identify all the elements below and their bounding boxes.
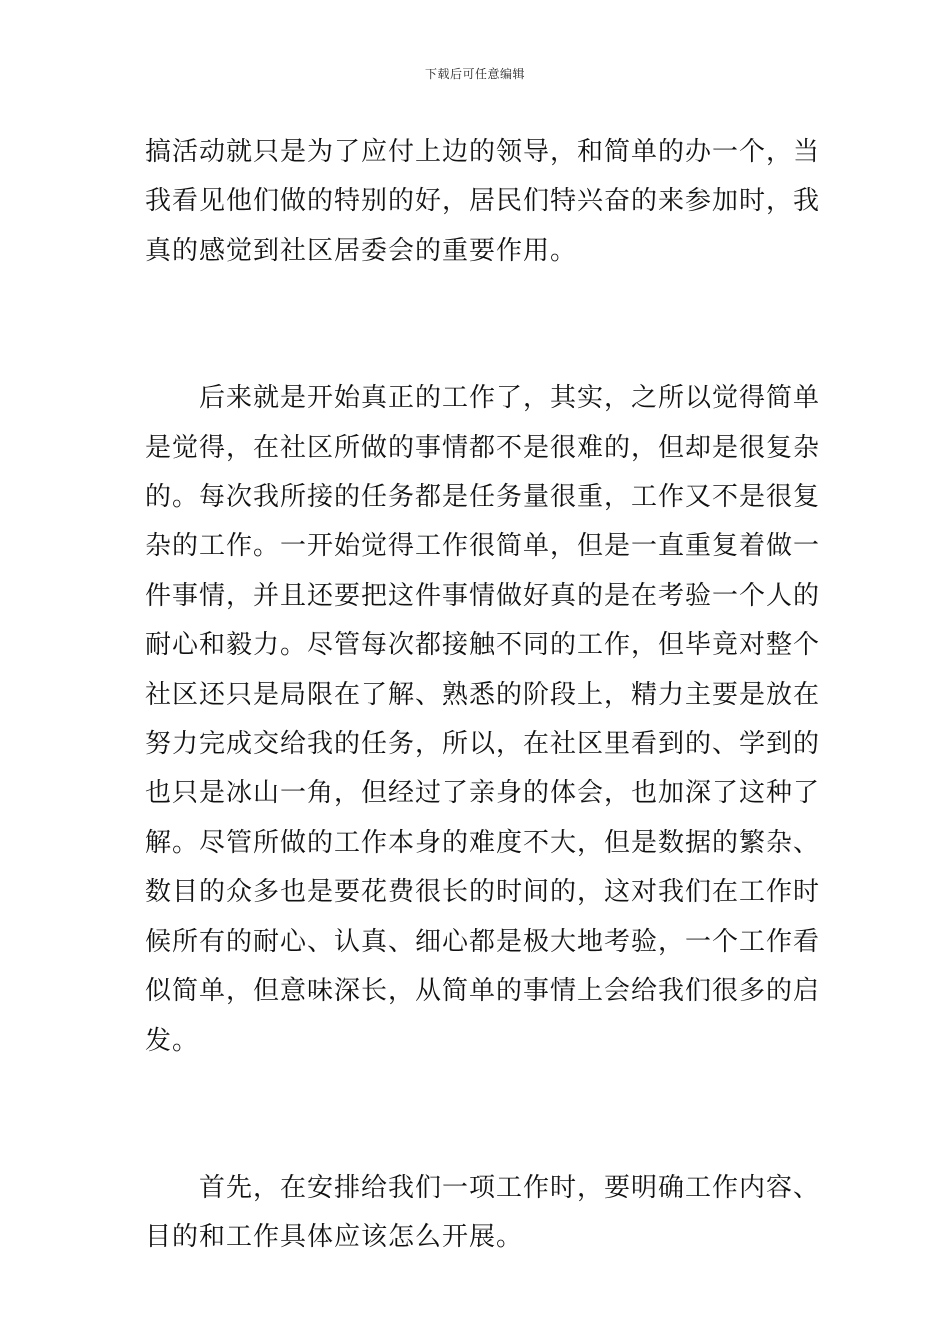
text-line: 后来就是开始真正的工作了，其实，之所以觉得简单: [145, 383, 821, 414]
text-line: 解。尽管所做的工作本身的难度不大，但是数据的繁杂、: [145, 827, 821, 858]
text-line: 是觉得，在社区所做的事情都不是很难的，但却是很复杂: [145, 432, 821, 463]
text-line: 努力完成交给我的任务，所以，在社区里看到的、学到的: [145, 729, 821, 760]
text-line: 发。: [145, 1025, 200, 1056]
page-header: 下载后可任意编辑: [424, 67, 525, 81]
text-line: 社区还只是局限在了解、熟悉的阶段上，精力主要是放在: [145, 679, 821, 710]
text-line: 件事情，并且还要把这件事情做好真的是在考验一个人的: [145, 580, 821, 611]
paragraph-gap: [145, 276, 807, 374]
text-line: 搞活动就只是为了应付上边的领导，和简单的办一个，当: [145, 137, 821, 167]
text-line: 似简单，但意味深长，从简单的事情上会给我们很多的启: [145, 976, 821, 1007]
text-line: 首先，在安排给我们一项工作时，要明确工作内容、: [145, 1172, 821, 1203]
text-line: 耐心和毅力。尽管每次都接触不同的工作，但毕竟对整个: [145, 630, 821, 661]
text-line: 目的和工作具体应该怎么开展。: [145, 1222, 524, 1253]
text-line: 的。每次我所接的任务都是任务量很重，工作又不是很复: [145, 482, 821, 513]
text-line: 真的感觉到社区居委会的重要作用。: [145, 235, 578, 266]
text-line: 杂的工作。一开始觉得工作很简单，但是一直重复着做一: [145, 531, 821, 562]
paragraph-gap: [145, 1066, 807, 1164]
paragraph-3: [145, 1164, 821, 1263]
paragraph-1: [145, 128, 821, 276]
text-line: 也只是冰山一角，但经过了亲身的体会，也加深了这种了: [145, 778, 821, 809]
document-body: [145, 128, 821, 1263]
text-line: 数目的众多也是要花费很长的时间的，这对我们在工作时: [145, 877, 821, 908]
text-line: 候所有的耐心、认真、细心都是极大地考验，一个工作看: [145, 926, 821, 957]
text-line: 我看见他们做的特别的好，居民们特兴奋的来参加时，我: [145, 186, 821, 217]
paragraph-2: [145, 374, 821, 1066]
